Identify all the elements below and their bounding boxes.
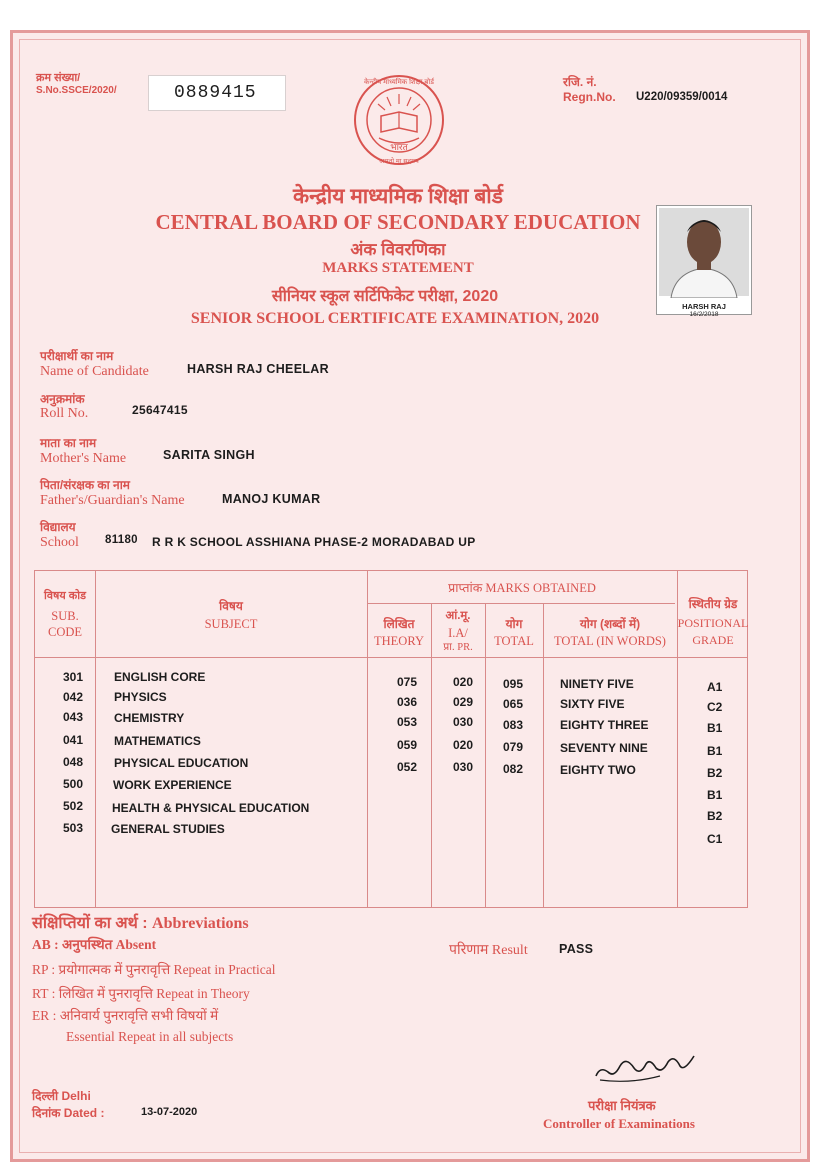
candidate-photo bbox=[656, 205, 752, 318]
emblem-motto: असतो मा सद्गमय bbox=[379, 158, 419, 165]
header-words-hi: योग (शब्दों में) bbox=[579, 617, 641, 631]
row-code: 042 bbox=[63, 690, 84, 704]
exam-title-en: SENIOR SCHOOL CERTIFICATE EXAMINATION, 2020 bbox=[190, 310, 600, 327]
mother-name: SARITA SINGH bbox=[163, 448, 255, 462]
header-grade-hi: स्थितीय ग्रेड bbox=[688, 597, 738, 611]
header-grade-en1: POSITIONAL bbox=[677, 616, 749, 630]
statement-title-hi: अंक विवरणिका bbox=[350, 240, 446, 259]
header-ia-hi: आं.मू. bbox=[445, 610, 471, 622]
row-subject: ENGLISH CORE bbox=[114, 670, 206, 684]
emblem-ring-text: केन्द्रीय माध्यमिक शिक्षा बोर्ड bbox=[364, 79, 434, 86]
father-label-hi: पिता/संरक्षक का नाम bbox=[40, 478, 130, 492]
row-total: 083 bbox=[503, 718, 524, 732]
date-label: दिनांक Dated : bbox=[32, 1106, 105, 1120]
abbrev-er2: Essential Repeat in all subjects bbox=[66, 1029, 234, 1044]
board-title-hi: केन्द्रीय माध्यमिक शिक्षा बोर्ड bbox=[293, 185, 503, 208]
row-grade: B2 bbox=[707, 809, 723, 823]
header-total-en: TOTAL bbox=[494, 634, 534, 648]
roll-number: 25647415 bbox=[132, 403, 188, 417]
row-theory: 075 bbox=[397, 675, 418, 689]
statement-title-en: MARKS STATEMENT bbox=[322, 260, 474, 276]
issue-date: 13-07-2020 bbox=[141, 1106, 198, 1118]
abbrev-title-hi: संक्षिप्तियों का अर्थ : bbox=[32, 915, 148, 932]
row-ia: 030 bbox=[453, 760, 474, 774]
abbrev-title-en: Abbreviations bbox=[152, 915, 249, 932]
photo-caption-name: HARSH RAJ bbox=[682, 302, 726, 311]
row-words: SEVENTY NINE bbox=[560, 741, 648, 755]
roll-label-en: Roll No. bbox=[40, 406, 89, 421]
row-ia: 020 bbox=[453, 738, 474, 752]
row-grade: B1 bbox=[707, 721, 723, 735]
row-subject: MATHEMATICS bbox=[114, 734, 201, 748]
abbrev-er1: ER : अनिवार्य पुनरावृत्ति सभी विषयों में bbox=[32, 1008, 219, 1023]
row-grade: A1 bbox=[707, 680, 723, 694]
row-ia: 029 bbox=[453, 695, 474, 709]
row-code: 041 bbox=[63, 733, 84, 747]
header-ia-en1: I.A/ bbox=[448, 626, 468, 640]
row-grade: B1 bbox=[707, 788, 723, 802]
header-subject-en: SUBJECT bbox=[204, 617, 258, 631]
result-label: परिणाम Result bbox=[449, 943, 528, 958]
row-theory: 036 bbox=[397, 695, 418, 709]
header-theory-en: THEORY bbox=[374, 634, 424, 648]
abbrev-ab: AB : अनुपस्थित Absent bbox=[32, 937, 157, 952]
row-theory: 059 bbox=[397, 738, 418, 752]
row-ia: 030 bbox=[453, 715, 474, 729]
controller-title-en: Controller of Examinations bbox=[543, 1116, 695, 1131]
controller-title-hi: परीक्षा नियंत्रक bbox=[588, 1098, 656, 1113]
row-code: 503 bbox=[63, 821, 84, 835]
row-words: NINETY FIVE bbox=[560, 677, 634, 691]
photo-caption-date: 16/2/2018 bbox=[689, 311, 719, 318]
header-grade-en2: GRADE bbox=[692, 633, 734, 647]
header-total-hi: योग bbox=[505, 617, 523, 631]
result-value: PASS bbox=[559, 942, 594, 956]
abbrev-rp: RP : प्रयोगात्मक में पुनरावृत्ति Repeat in Practical bbox=[32, 962, 276, 977]
header-code-hi: विषय कोड bbox=[44, 590, 86, 602]
abbrev-title bbox=[32, 911, 249, 933]
marks-table bbox=[34, 570, 748, 908]
row-words: EIGHTY THREE bbox=[560, 718, 649, 732]
row-words: SIXTY FIVE bbox=[560, 697, 625, 711]
exam-title-hi: सीनियर स्कूल सर्टिफिकेट परीक्षा, 2020 bbox=[271, 288, 499, 305]
row-code: 500 bbox=[63, 777, 84, 791]
place-label: दिल्ली Delhi bbox=[32, 1089, 91, 1103]
row-code: 301 bbox=[63, 670, 84, 684]
school-label-en: School bbox=[40, 535, 79, 550]
row-code: 043 bbox=[63, 710, 84, 724]
mother-label-en: Mother's Name bbox=[40, 451, 127, 466]
serial-label-en: S.No.SSCE/2020/ bbox=[36, 85, 117, 96]
row-total: 079 bbox=[503, 740, 524, 754]
row-theory: 053 bbox=[397, 715, 418, 729]
header-code-en2: CODE bbox=[47, 625, 83, 639]
row-subject: GENERAL STUDIES bbox=[111, 822, 225, 836]
school-code: 81180 bbox=[105, 534, 138, 546]
header-ia-en2: प्रा. PR. bbox=[443, 642, 473, 653]
row-code: 048 bbox=[63, 755, 84, 769]
row-subject: WORK EXPERIENCE bbox=[113, 778, 232, 792]
row-ia: 020 bbox=[453, 675, 474, 689]
row-subject: CHEMISTRY bbox=[114, 711, 185, 725]
father-label-en: Father's/Guardian's Name bbox=[40, 493, 185, 508]
school-name: R R K SCHOOL ASSHIANA PHASE-2 MORADABAD UP bbox=[152, 535, 476, 549]
regn-label-hi: रजि. नं. bbox=[563, 75, 597, 89]
header-theory-hi: लिखित bbox=[383, 617, 415, 631]
abbrev-rt: RT : लिखित में पुनरावृत्ति Repeat in Theory bbox=[32, 986, 250, 1001]
emblem-inner-text: भारत bbox=[390, 142, 408, 152]
row-subject: HEALTH & PHYSICAL EDUCATION bbox=[112, 801, 310, 815]
row-total: 065 bbox=[503, 697, 524, 711]
candidate-photo-icon bbox=[657, 206, 751, 298]
serial-label-hi: क्रम संख्या/ bbox=[36, 72, 81, 84]
signature-icon bbox=[590, 1048, 700, 1088]
row-total: 082 bbox=[503, 762, 524, 776]
header-code-en1: SUB. bbox=[51, 609, 79, 623]
row-theory: 052 bbox=[397, 760, 418, 774]
father-name: MANOJ KUMAR bbox=[222, 492, 321, 506]
mother-label-hi: माता का नाम bbox=[40, 436, 97, 450]
candidate-name: HARSH RAJ CHEELAR bbox=[187, 362, 329, 376]
name-label-hi: परीक्षार्थी का नाम bbox=[40, 349, 114, 363]
school-label-hi: विद्यालय bbox=[40, 520, 76, 534]
roll-label-hi: अनुक्रमांक bbox=[40, 392, 85, 406]
board-title-en: CENTRAL BOARD OF SECONDARY EDUCATION bbox=[155, 210, 641, 234]
row-code: 502 bbox=[63, 799, 84, 813]
row-grade: C1 bbox=[707, 832, 723, 846]
regn-value: U220/09359/0014 bbox=[636, 91, 728, 103]
header-subject-hi: विषय bbox=[219, 599, 243, 613]
regn-label-en: Regn.No. bbox=[563, 90, 616, 104]
name-label-en: Name of Candidate bbox=[40, 364, 149, 379]
row-subject: PHYSICAL EDUCATION bbox=[114, 756, 249, 770]
row-words: EIGHTY TWO bbox=[560, 763, 636, 777]
row-total: 095 bbox=[503, 677, 524, 691]
row-grade: B1 bbox=[707, 744, 723, 758]
header-marks-obtained: प्राप्तांक MARKS OBTAINED bbox=[448, 581, 596, 595]
row-subject: PHYSICS bbox=[114, 690, 167, 704]
row-grade: B2 bbox=[707, 766, 723, 780]
row-grade: C2 bbox=[707, 700, 723, 714]
serial-number: 0889415 bbox=[174, 83, 257, 103]
header-words-en: TOTAL (IN WORDS) bbox=[554, 634, 666, 648]
